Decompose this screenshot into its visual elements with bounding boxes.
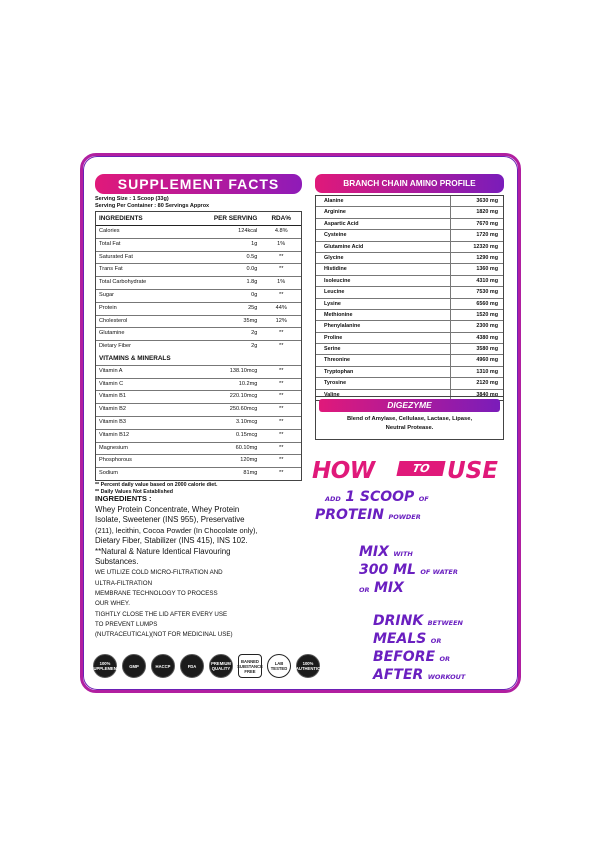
nutrient-rda: 1% <box>277 240 286 247</box>
table-row <box>316 344 503 355</box>
nutrient-name: Saturated Fat <box>99 253 133 260</box>
table-row <box>96 430 301 443</box>
amino-amount: 1360 mg <box>476 266 498 273</box>
amino-name: Valine <box>316 390 451 400</box>
table-row <box>96 252 301 265</box>
step-text: BEFORE <box>373 649 436 665</box>
amino-table <box>315 195 504 401</box>
nutrient-name: Vitamin B1 <box>99 393 126 400</box>
amino-amount: 4310 mg <box>476 277 498 284</box>
note-line: ULTRA-FILTRATION <box>95 579 153 587</box>
table-row <box>96 341 301 353</box>
nutrient-amount: 1.8g <box>246 279 258 286</box>
nutrient-rda: ** <box>279 266 284 273</box>
nutrient-name: Vitamin B3 <box>99 418 126 425</box>
digezyme-title: DIGEZYME <box>319 399 500 412</box>
amino-name: Arginine <box>316 207 451 217</box>
nutrient-name: Sodium <box>99 470 118 477</box>
note-line: OUR WHEY. <box>95 600 130 608</box>
note-line: MEMBRANE TECHNOLOGY TO PROCESS <box>95 590 218 598</box>
certification-badges <box>90 654 363 678</box>
step-text: OF <box>418 495 429 503</box>
amino-name: Histidine <box>316 264 451 274</box>
step-text: MIX <box>373 580 404 596</box>
nutrient-amount: 124kcal <box>238 228 258 234</box>
vitamins-minerals-header <box>96 353 301 366</box>
nutrient-amount: 220.10mcg <box>229 393 258 400</box>
how-word: HOW <box>312 458 375 484</box>
nutrient-rda: ** <box>279 291 284 298</box>
premium-quality-badge-icon: PREMIUM QUALITY <box>209 654 233 678</box>
step-text: POWDER <box>388 513 421 521</box>
table-row <box>96 290 301 303</box>
nutrient-amount: 1g <box>251 240 258 247</box>
nutrient-amount: 0g <box>251 291 258 298</box>
ingredients-line: Substances. <box>95 557 139 567</box>
digezyme-line: Neutral Protease. <box>385 424 434 431</box>
amino-name: Tryptophan <box>316 367 451 377</box>
nutrient-name: Calories <box>99 228 120 234</box>
supplement-facts <box>95 174 302 496</box>
table-row <box>316 219 503 230</box>
nutrient-rda: ** <box>279 343 284 350</box>
amino-amount: 7530 mg <box>476 289 498 296</box>
ingredients-title: INGREDIENTS : <box>95 494 152 503</box>
nutrient-rda: ** <box>279 418 284 425</box>
ingredients-line: (211), lecithin, Cocoa Powder (In Chocolate only), <box>95 525 258 535</box>
table-row <box>96 417 301 430</box>
vitamins-minerals-label: VITAMINS & MINERALS <box>99 354 171 362</box>
amino-name: Isoleucine <box>316 276 451 286</box>
table-row <box>316 355 503 366</box>
nutrient-rda: ** <box>279 470 284 477</box>
gmp-badge-icon: GMP <box>122 654 146 678</box>
step-text: MIX <box>359 544 389 560</box>
table-row <box>316 321 503 332</box>
supplement-facts-table <box>95 211 302 481</box>
table-row <box>96 328 301 341</box>
amino-amount: 1720 mg <box>476 232 498 239</box>
digezyme-description <box>316 415 503 432</box>
nutrient-name: Dietary Fiber <box>99 343 132 350</box>
table-row <box>96 366 301 379</box>
amino-profile <box>315 174 504 401</box>
footnote-1: ** Percent daily value based on 2000 calorie diet. <box>95 481 218 488</box>
banned-substance-free-badge-icon: BANNED SUBSTANCE FREE <box>238 654 262 678</box>
table-row <box>316 242 503 253</box>
amino-amount: 1520 mg <box>476 311 498 318</box>
amino-name: Methionine <box>316 310 451 320</box>
how-to-use-heading <box>312 458 512 484</box>
use-word: USE <box>447 458 498 484</box>
step-add-scoop <box>315 489 515 525</box>
nutrient-rda: 4.8% <box>274 228 288 234</box>
nutrient-rda: ** <box>279 444 284 451</box>
nutrient-rda: ** <box>279 406 284 413</box>
header-rda: RDA% <box>271 215 291 222</box>
nutrient-rda: ** <box>279 457 284 464</box>
nutrient-name: Phosphorous <box>99 457 132 464</box>
nutrient-amount: 0.5g <box>246 253 258 260</box>
step-text: PROTEIN <box>315 507 384 523</box>
table-row <box>316 287 503 298</box>
nutrient-name: Glutamine <box>99 330 125 337</box>
nutrient-name: Total Carbohydrate <box>99 279 147 286</box>
nutrient-amount: 35mg <box>243 317 258 324</box>
amino-amount: 7670 mg <box>476 220 498 227</box>
ingredients-line: **Natural & Nature Identical Flavouring <box>95 546 231 556</box>
amino-name: Aspartic Acid <box>316 219 451 229</box>
lab-tested-badge-icon: LAB TESTED <box>267 654 291 678</box>
table-row <box>96 443 301 456</box>
nutrient-rda: ** <box>279 431 284 438</box>
nutrient-name: Trans Fat <box>99 266 123 273</box>
step-text: OF WATER <box>420 568 458 576</box>
nutrient-rda: ** <box>279 253 284 260</box>
table-row <box>96 468 301 480</box>
amino-name: Glycine <box>316 253 451 263</box>
step-text: MEALS <box>373 631 427 647</box>
amino-name: Alanine <box>316 196 451 206</box>
amino-amount: 3580 mg <box>476 346 498 353</box>
digezyme-box <box>315 396 504 440</box>
table-row <box>316 310 503 321</box>
nutrient-rda: ** <box>279 330 284 337</box>
table-row <box>316 230 503 241</box>
serving-size: Serving Size : 1 Scoop (33g) <box>95 196 169 202</box>
nutrient-rda: ** <box>279 393 284 400</box>
table-row <box>316 276 503 287</box>
nutrient-name: Protein <box>99 304 117 311</box>
step-text: 300 ML <box>359 562 416 578</box>
step-text: WORKOUT <box>427 673 466 681</box>
table-row <box>96 264 301 277</box>
haccp-badge-icon: HACCP <box>151 654 175 678</box>
nutrient-amount: 0.15mcg <box>235 431 258 438</box>
table-row <box>316 207 503 218</box>
amino-name: Lysine <box>316 299 451 309</box>
servings-per-container: Serving Per Container : 80 Servings Approx <box>95 203 210 209</box>
table-row <box>96 226 301 239</box>
note-line: TO PREVENT LUMPS <box>95 620 158 628</box>
ingredients-line: Isolate, Sweetener (INS 955), Preservative <box>95 515 245 525</box>
nutrient-amount: 120mg <box>240 457 258 464</box>
nutrient-amount: 2g <box>251 343 258 350</box>
table-row <box>96 379 301 392</box>
nutrient-name: Vitamin B12 <box>99 431 130 438</box>
table-row <box>316 299 503 310</box>
table-row <box>96 303 301 316</box>
table-row <box>316 264 503 275</box>
step-mix <box>359 544 499 598</box>
ingredients-block <box>95 494 310 641</box>
digezyme-line: Blend of Amylase, Cellulase, Lactase, Lipase, <box>346 416 473 422</box>
amino-name: Phenylalanine <box>316 321 451 331</box>
ingredients-line: Dietary Fiber, Stabilizer (INS 415), INS 102. <box>95 536 248 546</box>
footnote-2: ** Daily Values Not Established <box>95 488 174 495</box>
note-line: WE UTILIZE COLD MICRO-FILTRATION AND <box>95 569 223 577</box>
header-per-serving: PER SERVING <box>213 215 258 222</box>
authentic-badge-icon: 100% AUTHENTIC <box>296 654 320 678</box>
table-row <box>96 404 301 417</box>
step-text: ADD <box>325 495 341 503</box>
nutrient-amount: 25g <box>248 304 258 311</box>
step-text: WITH <box>393 550 413 558</box>
table-row <box>96 239 301 252</box>
step-text: AFTER <box>373 667 424 683</box>
to-word: TO <box>396 461 445 476</box>
amino-name: Threonine <box>316 355 451 365</box>
nutrient-rda: 12% <box>275 317 287 324</box>
step-text: OR <box>359 586 370 594</box>
table-row <box>316 367 503 378</box>
nutrient-amount: 250.60mcg <box>229 406 258 413</box>
table-row <box>316 196 503 207</box>
table-row <box>96 316 301 329</box>
fda-badge-icon: FDA <box>180 654 204 678</box>
label-panel <box>80 153 521 693</box>
step-text: 1 SCOOP <box>345 489 415 505</box>
table-row <box>316 333 503 344</box>
nutrient-name: Vitamin A <box>99 367 123 374</box>
amino-profile-title: BRANCH CHAIN AMINO PROFILE <box>315 174 504 193</box>
step-text: OR <box>430 637 442 645</box>
amino-amount: 3840 mg <box>476 391 498 398</box>
ingredients-line: Whey Protein Concentrate, Whey Protein <box>95 505 240 514</box>
amino-amount: 4960 mg <box>476 357 498 364</box>
ingredients-text <box>95 505 310 567</box>
supplement-badge-icon: 100% SUPPLEMENT <box>93 654 117 678</box>
nutrient-amount: 60.10mg <box>235 444 258 451</box>
nutrient-amount: 81mg <box>243 470 258 477</box>
table-row <box>96 277 301 290</box>
nutrient-rda: ** <box>279 380 284 387</box>
nutrient-name: Cholesterol <box>99 317 128 324</box>
amino-name: Glutamine Acid <box>316 242 451 252</box>
supplement-facts-title: SUPPLEMENT FACTS <box>95 174 302 194</box>
table-row <box>96 391 301 404</box>
amino-amount: 1820 mg <box>476 209 498 216</box>
amino-amount: 1290 mg <box>476 254 498 261</box>
nutrient-rda: 1% <box>277 279 286 286</box>
amino-amount: 3630 mg <box>476 198 498 204</box>
step-text: DRINK <box>373 613 424 629</box>
table-row <box>96 455 301 468</box>
header-ingredients: INGREDIENTS <box>99 215 143 222</box>
note-line: (NUTRACEUTICAL)(NOT FOR MEDICINAL USE) <box>95 631 233 639</box>
nutrient-amount: 138.10mcg <box>229 367 258 374</box>
nutrient-rda: 44% <box>275 304 287 311</box>
nutrient-name: Vitamin C <box>99 380 124 387</box>
table-row <box>316 378 503 389</box>
amino-amount: 2300 mg <box>476 323 498 330</box>
amino-amount: 6560 mg <box>476 300 498 307</box>
nutrient-name: Sugar <box>99 291 114 298</box>
amino-amount: 4380 mg <box>476 334 498 341</box>
nutrient-name: Magnesium <box>99 444 128 451</box>
nutrient-amount: 0.0g <box>246 266 258 273</box>
amino-name: Proline <box>316 333 451 343</box>
table-header <box>96 212 301 226</box>
step-text: OR <box>439 655 451 663</box>
amino-name: Leucine <box>316 287 451 297</box>
nutrient-amount: 2g <box>251 330 258 337</box>
nutrient-amount: 3.10mcg <box>235 418 258 425</box>
nutrient-rda: ** <box>279 367 284 374</box>
amino-amount: 1310 mg <box>476 368 498 375</box>
table-row <box>316 253 503 264</box>
processing-notes <box>95 568 310 640</box>
amino-amount: 12320 mg <box>473 243 498 250</box>
step-text: BETWEEN <box>427 619 463 627</box>
nutrient-name: Vitamin B2 <box>99 406 126 413</box>
amino-amount: 2120 mg <box>476 380 498 387</box>
amino-name: Cysteine <box>316 230 451 240</box>
nutrient-name: Total Fat <box>99 240 121 247</box>
step-drink <box>373 613 513 685</box>
note-line: TIGHTLY CLOSE THE LID AFTER EVERY USE <box>95 610 228 618</box>
amino-name: Tyrosine <box>316 378 451 388</box>
amino-name: Serine <box>316 344 451 354</box>
nutrient-amount: 10.2mg <box>238 380 258 387</box>
